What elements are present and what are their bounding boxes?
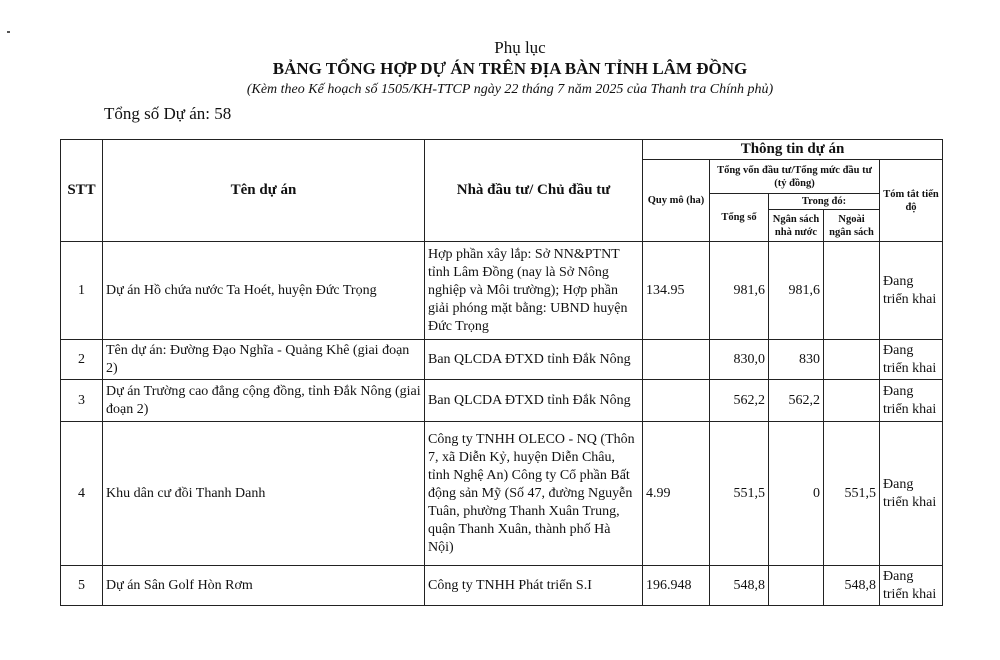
cell-project-name: Tên dự án: Đường Đạo Nghĩa - Quảng Khê (giai đoạn 2) <box>103 340 425 380</box>
cell-stt: 2 <box>61 340 103 380</box>
cell-scale <box>643 340 710 380</box>
cell-stt: 5 <box>61 566 103 606</box>
cell-progress: Đang triển khai <box>880 380 943 422</box>
header-state-budget: Ngân sách nhà nước <box>769 210 824 242</box>
cell-investor: Hợp phần xây lắp: Sở NN&PTNT tỉnh Lâm Đồng (nay là Sở Nông nghiệp và Môi trường); Hợp phần giải phóng mặt bằng: UBND huyện Đức Trọng <box>425 242 643 340</box>
cell-non-state <box>824 380 880 422</box>
cell-scale: 134.95 <box>643 242 710 340</box>
cell-progress: Đang triển khai <box>880 340 943 380</box>
cell-progress: Đang triển khai <box>880 242 943 340</box>
cell-project-name: Dự án Trường cao đẳng cộng đồng, tỉnh Đắk Nông (giai đoạn 2) <box>103 380 425 422</box>
document-header <box>0 38 1000 100</box>
cell-stt: 4 <box>61 422 103 566</box>
table-row <box>61 340 943 380</box>
cell-state-budget <box>769 566 824 606</box>
project-count: Tổng số Dự án: 58 <box>104 104 232 123</box>
cell-non-state: 548,8 <box>824 566 880 606</box>
document-subtitle: (Kèm theo Kế hoạch số 1505/KH-TTCP ngày 22 tháng 7 năm 2025 của Thanh tra Chính phủ) <box>246 82 774 97</box>
table-row <box>61 380 943 422</box>
header-non-state: Ngoài ngân sách <box>824 210 880 242</box>
cell-progress: Đang triển khai <box>880 422 943 566</box>
cell-investor: Ban QLCDA ĐTXD tỉnh Đắk Nông <box>425 380 643 422</box>
cell-investor: Công ty TNHH OLECO - NQ (Thôn 7, xã Diễn Kỷ, huyện Diễn Châu, tỉnh Nghệ An) Công ty Cổ phần Bất động sản Mỹ (Số 47, đường Nguyễn Tuân, phường Thanh Xuân Trung, quận Thanh Xuân, thành phố Hà Nội) <box>425 422 643 566</box>
header-project-name: Tên dự án <box>103 140 425 242</box>
cell-total: 548,8 <box>710 566 769 606</box>
appendix-label: Phụ lục <box>494 38 546 57</box>
cell-scale: 4.99 <box>643 422 710 566</box>
header-total: Tổng số <box>710 194 769 242</box>
cell-project-name: Khu dân cư đồi Thanh Danh <box>103 422 425 566</box>
cell-non-state <box>824 340 880 380</box>
cell-state-budget: 830 <box>769 340 824 380</box>
cell-non-state <box>824 242 880 340</box>
cell-investor: Công ty TNHH Phát triển S.I <box>425 566 643 606</box>
cell-stt: 3 <box>61 380 103 422</box>
header-progress: Tóm tắt tiến độ <box>880 160 943 242</box>
cell-project-name: Dự án Hồ chứa nước Ta Hoét, huyện Đức Trọng <box>103 242 425 340</box>
cell-state-budget: 0 <box>769 422 824 566</box>
cell-scale <box>643 380 710 422</box>
cell-scale: 196.948 <box>643 566 710 606</box>
project-table <box>60 139 943 606</box>
table-row <box>61 566 943 606</box>
cell-state-budget: 981,6 <box>769 242 824 340</box>
table-row <box>61 422 943 566</box>
cell-project-name: Dự án Sân Golf Hòn Rơm <box>103 566 425 606</box>
cell-non-state: 551,5 <box>824 422 880 566</box>
cell-investor: Ban QLCDA ĐTXD tỉnh Đắk Nông <box>425 340 643 380</box>
cell-total: 562,2 <box>710 380 769 422</box>
table-row <box>61 242 943 340</box>
cell-state-budget: 562,2 <box>769 380 824 422</box>
cell-total: 981,6 <box>710 242 769 340</box>
cell-total: 830,0 <box>710 340 769 380</box>
header-of-which: Trong đó: <box>769 194 880 210</box>
scan-mark <box>7 31 10 33</box>
header-investor: Nhà đầu tư/ Chủ đầu tư <box>425 140 643 242</box>
cell-total: 551,5 <box>710 422 769 566</box>
header-stt: STT <box>61 140 103 242</box>
header-capital: Tổng vốn đầu tư/Tổng mức đầu tư (tỷ đồng) <box>710 160 880 194</box>
cell-progress: Đang triển khai <box>880 566 943 606</box>
document-title: BẢNG TỔNG HỢP DỰ ÁN TRÊN ĐỊA BÀN TỈNH LÂM ĐỒNG <box>272 59 748 78</box>
header-project-info: Thông tin dự án <box>643 140 943 160</box>
header-scale: Quy mô (ha) <box>643 160 710 242</box>
cell-stt: 1 <box>61 242 103 340</box>
